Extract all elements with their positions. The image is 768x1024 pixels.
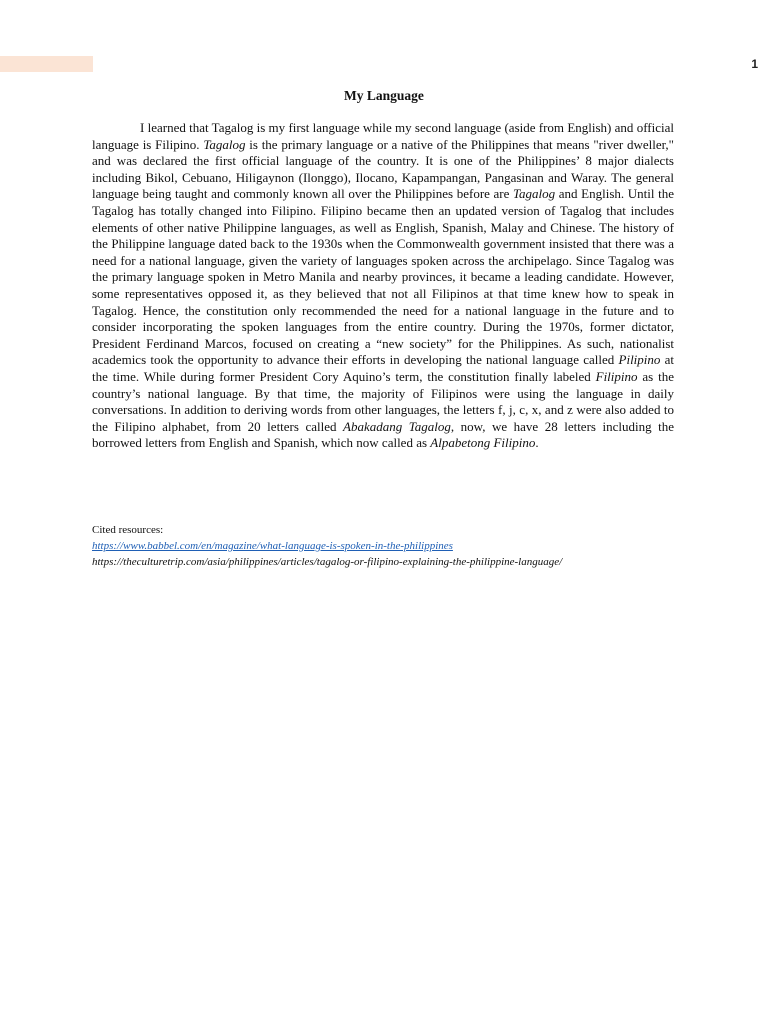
paragraph-run: at the time. While during former President Cory Aquino’s term, the constitution finally labeled xyxy=(92,352,674,384)
paragraph-run: , now, we have 28 letters including the borrowed letters from English and Spanish, which now called as xyxy=(92,418,674,451)
document-title: My Language xyxy=(344,88,424,103)
paragraph-run: and English. Until the Tagalog has totally changed into Filipino. Filipino became then an updated version of Tagalog that includes elements of other native Philippine languages, as well as English, Spanish, Malay and Chinese. The history of the Philippine language dated back to the 1930s when the Commonwealth government insisted that there was a need for a national language, given the variety of languages spoken across the archipelago. Since Tagalog was the primary language spoken in Metro Manila and nearby provinces, it became a leading candidate. However, some representatives opposed it, as they believed that not all Filipinos at that time knew how to speak in Tagalog. Hence, the constitution only recommended the need for a national language in the future and to consider incorporating the spoken languages from the entire country. During the 1970s, former dictator, President Ferdinand Marcos, focused on creating a “new society” for the Philippines. As such, nationalist academics took the opportunity to advance their efforts in developing the national language called xyxy=(92,186,674,368)
paragraph-run: as the country’s national language. By that time, the majority of Filipinos were using the language in daily conversations. In addition to deriving words from other languages, the letters f, j, c, x, and z were also added to the Filipino alphabet, from 20 letters called xyxy=(92,368,674,434)
paragraph-run-italic: Pilipino xyxy=(618,352,661,368)
paragraph-run-italic: Tagalog xyxy=(203,136,246,152)
paragraph-run: I learned that Tagalog is my first language while my second language (aside from English) and official language is Filipino. xyxy=(92,120,674,152)
cited-resources-label: Cited resources: xyxy=(92,524,164,536)
citation-text-theculturetrip: https://theculturetrip.com/asia/philippines/articles/tagalog-or-filipino-explaining-the-philippine-language/ xyxy=(92,556,563,568)
paragraph-run-italic: Tagalog xyxy=(513,186,556,202)
paragraph-run-italic: Alpabetong Filipino xyxy=(430,435,536,451)
cited-resources xyxy=(92,522,692,570)
paragraph-run: is the primary language or a native of the Philippines that means "river dweller," and was declared the first official language of the country. It is one of the Philippines’ 8 major dialects including Bikol, Cebuano, Hiligaynon (Ilonggo), Ilocano, Kapampangan, Pangasinan and Waray. The general language being taught and commonly known all over the Philippines before are xyxy=(92,136,674,202)
paragraph-run: . xyxy=(535,435,539,451)
header-accent-band xyxy=(0,56,93,72)
paragraph-run-italic: Abakadang Tagalog xyxy=(343,418,451,434)
page-number: 1 xyxy=(751,57,758,71)
citation-link-babbel[interactable]: https://www.babbel.com/en/magazine/what-language-is-spoken-in-the-philippines xyxy=(92,540,453,552)
paragraph-run-italic: Filipino xyxy=(595,368,638,384)
body-paragraph xyxy=(92,120,674,452)
